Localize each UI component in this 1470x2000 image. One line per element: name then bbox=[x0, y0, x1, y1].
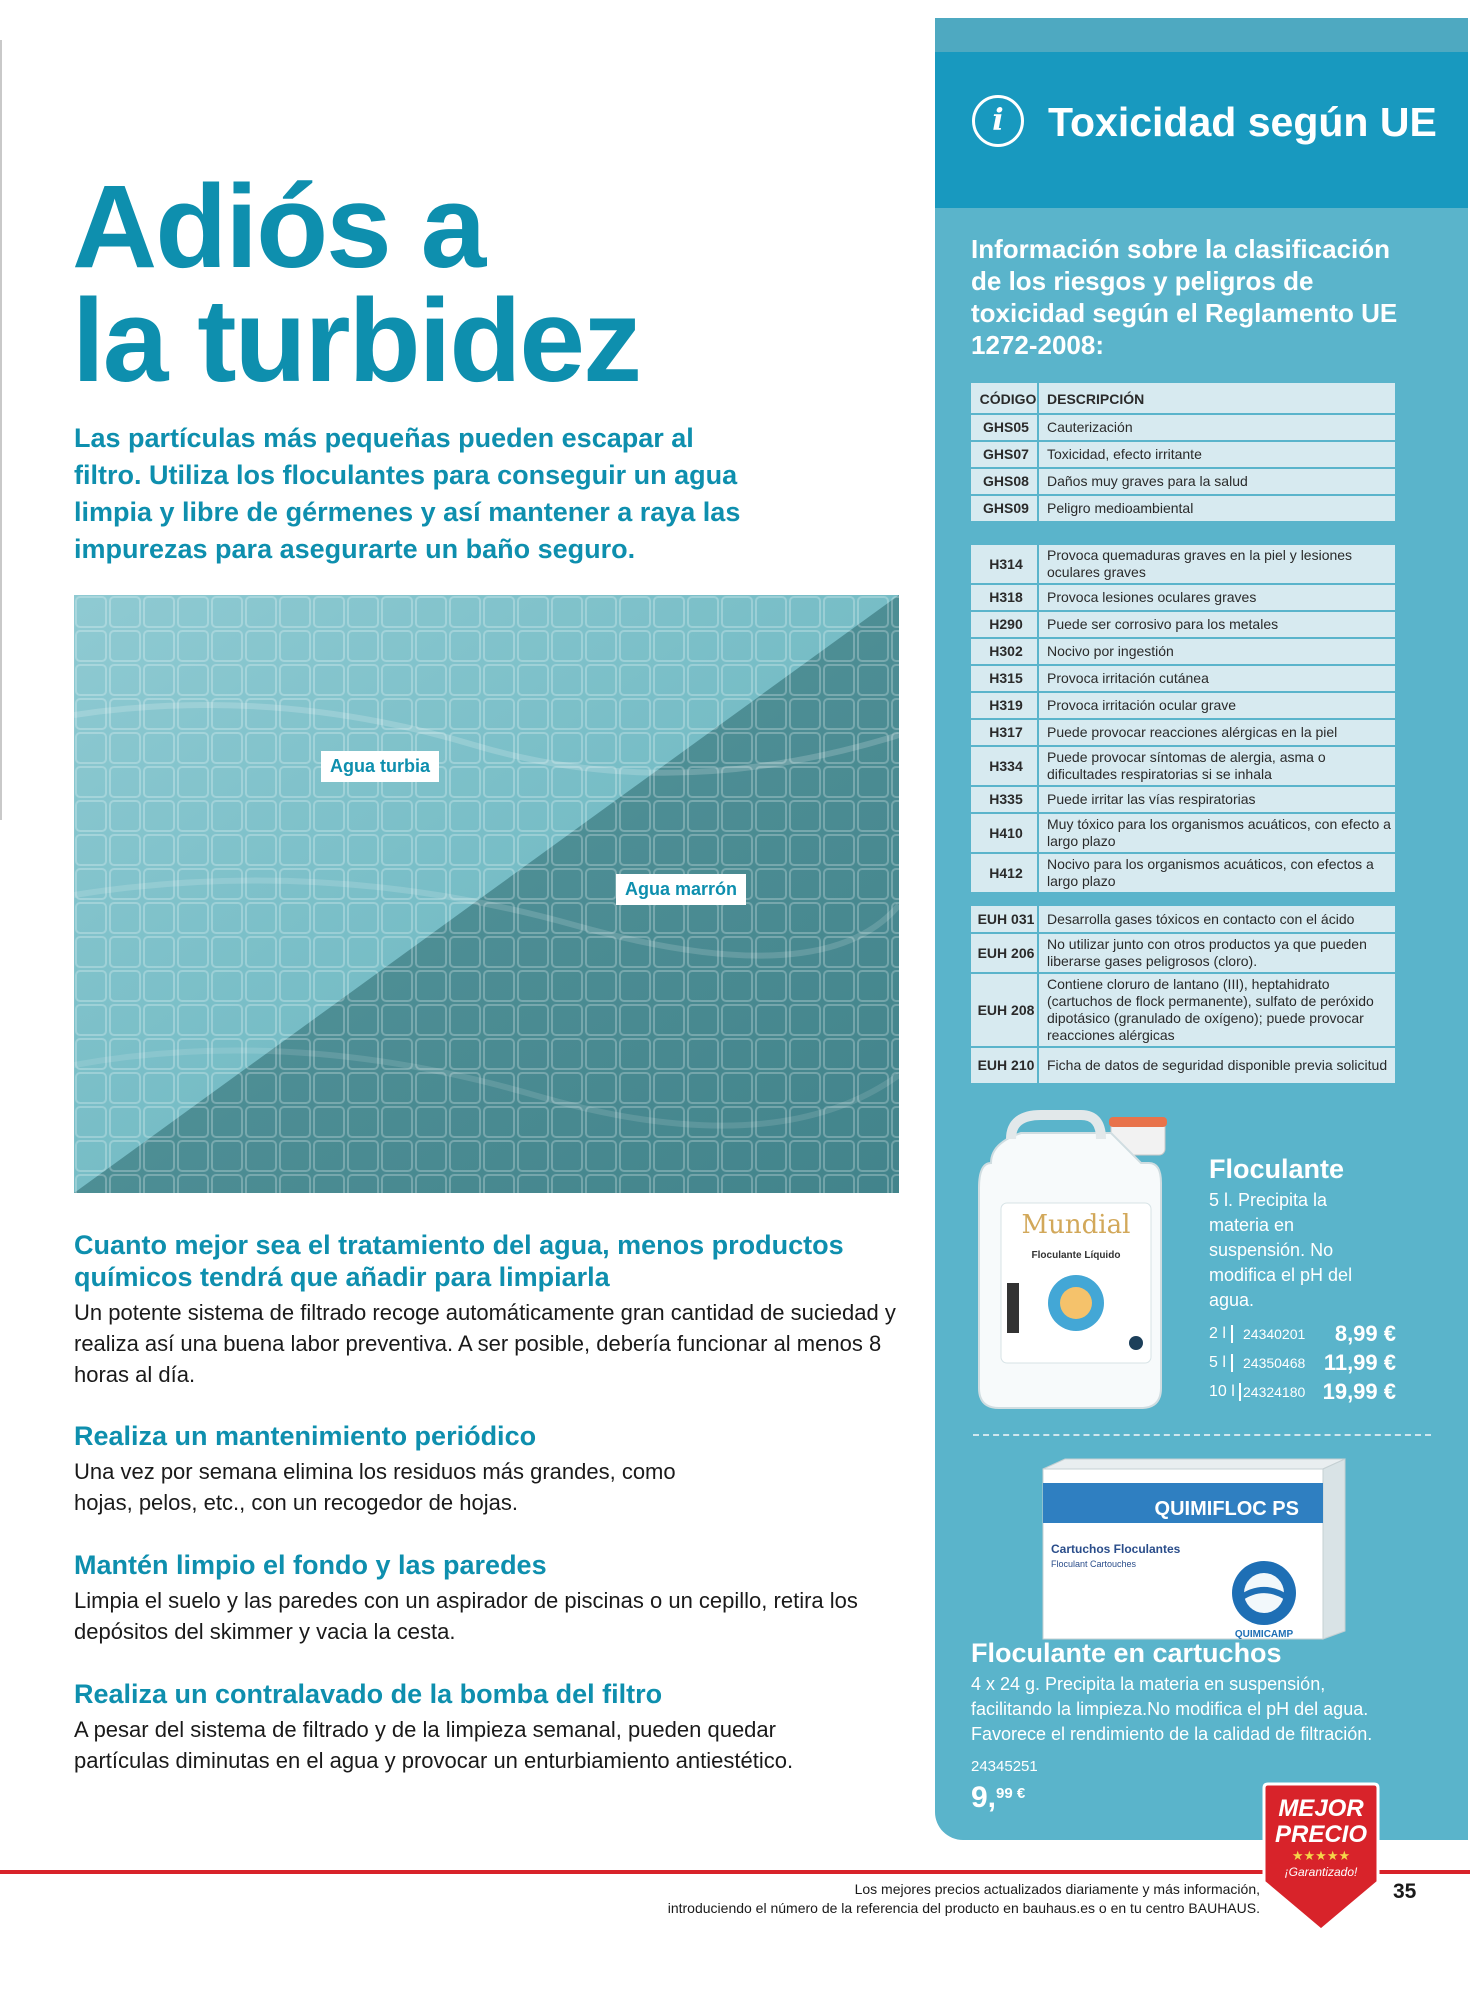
section-title: Realiza un contralavado de la bomba del filtro bbox=[74, 1679, 663, 1709]
table-row bbox=[971, 665, 1395, 692]
row-code: EUH 206 bbox=[971, 933, 1038, 973]
row-code: EUH 210 bbox=[971, 1047, 1038, 1084]
mejor-precio-badge bbox=[1262, 1782, 1380, 1937]
section-text: Una vez por semana elimina los residuos más grandes, como hojas, pelos, etc., con un recogedor de hojas. bbox=[74, 1459, 676, 1515]
product2-description: 4 x 24 g. Precipita la materia en suspensión, facilitando la limpieza.No modifica el pH del agua. Favorece el rendimiento de la calidad de filtración. bbox=[971, 1674, 1373, 1744]
section-text: A pesar del sistema de filtrado y de la limpieza semanal, pueden quedar partículas diminutas en el agua y provocar un enturbiamiento antiestético. bbox=[74, 1717, 794, 1773]
price-value: 19,99 € bbox=[1322, 1379, 1396, 1404]
row-code: GHS09 bbox=[971, 495, 1038, 522]
section-title: Mantén limpio el fondo y las paredes bbox=[74, 1550, 547, 1580]
table-row bbox=[971, 786, 1395, 813]
price-size: 2 l bbox=[1209, 1325, 1226, 1342]
row-desc: Desarrolla gases tóxicos en contacto con el ácido bbox=[1038, 906, 1395, 933]
section-contralavado bbox=[74, 1678, 914, 1776]
price-row bbox=[1209, 1349, 1396, 1377]
table-row bbox=[971, 933, 1395, 973]
row-code: H302 bbox=[971, 638, 1038, 665]
table-row bbox=[971, 746, 1395, 786]
row-desc: Provoca quemaduras graves en la piel y lesiones oculares graves bbox=[1038, 545, 1395, 584]
euh-table bbox=[971, 906, 1395, 1085]
product2-reference: 24345251 bbox=[971, 1758, 1038, 1775]
table-row bbox=[971, 813, 1395, 853]
row-desc: Contiene cloruro de lantano (III), heptahidrato (cartuchos de flock permanente), sulfato de peróxido dipotásico (granulado de oxígeno); puede provocar reacciones alérgicas bbox=[1038, 973, 1395, 1047]
row-desc: Puede provocar síntomas de alergia, asma o dificultades respiratorias si se inhala bbox=[1038, 746, 1395, 786]
toxicity-panel bbox=[935, 18, 1468, 1840]
section-title: Realiza un mantenimiento periódico bbox=[74, 1421, 537, 1451]
table-row bbox=[971, 414, 1395, 441]
row-desc: No utilizar junto con otros productos ya que pueden liberarse gases peligrosos (cloro). bbox=[1038, 933, 1395, 973]
row-code: H334 bbox=[971, 746, 1038, 786]
table-row bbox=[971, 545, 1395, 584]
row-desc: Ficha de datos de seguridad disponible previa solicitud bbox=[1038, 1047, 1395, 1084]
price-value: 11,99 € bbox=[1323, 1350, 1396, 1375]
box-brand: QUIMIFLOC PS bbox=[1154, 1498, 1299, 1520]
table-row bbox=[971, 973, 1395, 1047]
panel-title: Toxicidad según UE bbox=[1048, 99, 1437, 145]
row-desc: Daños muy graves para la salud bbox=[1038, 468, 1395, 495]
price-reference: 24350468 bbox=[1243, 1355, 1306, 1371]
product2-price-int: 9, bbox=[971, 1781, 997, 1814]
page-number: 35 bbox=[1393, 1880, 1417, 1903]
bottle-illustration bbox=[971, 1103, 1171, 1413]
row-code: EUH 208 bbox=[971, 973, 1038, 1047]
euh-rows bbox=[971, 906, 1395, 1084]
table-row bbox=[971, 692, 1395, 719]
h-table bbox=[971, 545, 1395, 894]
table-row bbox=[971, 1047, 1395, 1084]
row-desc: Peligro medioambiental bbox=[1038, 495, 1395, 522]
ghs-rows bbox=[971, 414, 1395, 522]
price-reference: 24340201 bbox=[1243, 1326, 1306, 1342]
price-size: 10 l bbox=[1209, 1383, 1235, 1400]
box-illustration bbox=[1039, 1453, 1349, 1653]
row-desc: Puede irritar las vías respiratorias bbox=[1038, 786, 1395, 813]
row-desc: Nocivo por ingestión bbox=[1038, 638, 1395, 665]
price-row bbox=[1209, 1320, 1396, 1348]
badge-stars: ★★★★★ bbox=[1291, 1849, 1351, 1864]
row-desc: Provoca irritación ocular grave bbox=[1038, 692, 1395, 719]
price-row bbox=[1209, 1378, 1396, 1406]
badge-line-3: ¡Garantizado! bbox=[1284, 1865, 1358, 1879]
info-icon: i bbox=[972, 95, 1024, 147]
table-row bbox=[971, 441, 1395, 468]
table-row bbox=[971, 468, 1395, 495]
row-desc: Nocivo para los organismos acuáticos, con efectos a largo plazo bbox=[1038, 853, 1395, 893]
box-logo: QUIMICAMP bbox=[1234, 1629, 1294, 1640]
price-reference: 24324180 bbox=[1243, 1384, 1306, 1400]
row-code: H318 bbox=[971, 584, 1038, 611]
box-label: Cartuchos Floculantes bbox=[1051, 1542, 1181, 1556]
row-desc: Muy tóxico para los organismos acuáticos, con efecto a largo plazo bbox=[1038, 813, 1395, 853]
box-sublabel: Floculant Cartouches bbox=[1051, 1559, 1137, 1569]
row-code: EUH 031 bbox=[971, 906, 1038, 933]
badge-line-2: PRECIO bbox=[1274, 1821, 1368, 1848]
label-agua-turbia: Agua turbia bbox=[321, 751, 439, 782]
page-headline bbox=[72, 161, 832, 407]
label-agua-marron: Agua marrón bbox=[616, 874, 746, 905]
table-row bbox=[971, 638, 1395, 665]
price-divider bbox=[1231, 1354, 1233, 1372]
section-text: Un potente sistema de filtrado recoge automáticamente gran cantidad de suciedad y realiza así una buena labor preventiva. A ser posible, debería funcionar al menos 8 horas al día. bbox=[74, 1300, 896, 1387]
panel-divider bbox=[973, 1434, 1431, 1436]
row-code: H335 bbox=[971, 786, 1038, 813]
quimifloc-box-image bbox=[1039, 1453, 1349, 1658]
bottle-label: Floculante Líquido bbox=[1031, 1250, 1121, 1261]
section-title: Cuanto mejor sea el tratamiento del agua, menos productos químicos tendrá que añadir para limpiarla bbox=[74, 1230, 844, 1292]
row-code: H290 bbox=[971, 611, 1038, 638]
row-desc: Puede ser corrosivo para los metales bbox=[1038, 611, 1395, 638]
price-value: 8,99 € bbox=[1334, 1321, 1396, 1346]
row-desc: Cauterización bbox=[1038, 414, 1395, 441]
row-desc: Provoca lesiones oculares graves bbox=[1038, 584, 1395, 611]
product1-title: Floculante bbox=[1209, 1154, 1345, 1184]
row-code: H317 bbox=[971, 719, 1038, 746]
row-code: H314 bbox=[971, 545, 1038, 584]
panel-top-band bbox=[935, 18, 1468, 52]
product2-price bbox=[971, 1781, 1025, 1815]
headline-line-2: la turbidez bbox=[72, 275, 641, 407]
table-row bbox=[971, 495, 1395, 522]
row-code: GHS05 bbox=[971, 414, 1038, 441]
row-code: H412 bbox=[971, 853, 1038, 893]
table-header-row bbox=[971, 383, 1395, 414]
product2-price-dec: 99 € bbox=[996, 1785, 1026, 1802]
product1-description: 5 l. Precipita la materia en suspensión. No modifica el pH del agua. bbox=[1209, 1190, 1353, 1310]
footer-red-line bbox=[0, 1870, 1470, 1874]
bottle-brand: Mundial bbox=[1021, 1210, 1131, 1240]
ghs-table bbox=[971, 383, 1395, 523]
row-code: H410 bbox=[971, 813, 1038, 853]
page-edge-rule bbox=[0, 40, 2, 820]
intro-text: Las partículas más pequeñas pueden escapar al filtro. Utiliza los floculantes para conseguir un agua limpia y libre de gérmenes y así mantener a raya las impurezas para asegurarte un baño seguro. bbox=[74, 423, 741, 564]
section-text: Limpia el suelo y las paredes con un aspirador de piscinas o un cepillo, retira los depósitos del skimmer y vacia la cesta. bbox=[74, 1588, 858, 1644]
h-rows bbox=[971, 545, 1395, 893]
badge-shape bbox=[1262, 1782, 1380, 1932]
row-code: H315 bbox=[971, 665, 1038, 692]
section-tratamiento bbox=[74, 1229, 914, 1390]
price-divider bbox=[1239, 1383, 1241, 1401]
section-mantenimiento bbox=[74, 1420, 914, 1518]
panel-subtitle: Información sobre la clasificación de los riesgos y peligros de toxicidad según el Reglamento UE 1272-2008: bbox=[971, 234, 1398, 360]
table-row bbox=[971, 906, 1395, 933]
table-row bbox=[971, 719, 1395, 746]
badge-line-1: MEJOR bbox=[1278, 1795, 1364, 1822]
headline-line-1: Adiós a bbox=[72, 161, 485, 293]
row-desc: Provoca irritación cutánea bbox=[1038, 665, 1395, 692]
footer-line-2: introduciendo el número de la referencia del producto en bauhaus.es o en tu centro BAUHAUS. bbox=[667, 1900, 1260, 1916]
header-desc: DESCRIPCIÓN bbox=[1038, 383, 1395, 414]
product2-title: Floculante en cartuchos bbox=[971, 1638, 1282, 1668]
row-desc: Toxicidad, efecto irritante bbox=[1038, 441, 1395, 468]
footer-line-1: Los mejores precios actualizados diariamente y más información, bbox=[854, 1881, 1260, 1897]
pool-tiles-illustration bbox=[74, 595, 899, 1193]
row-code: GHS07 bbox=[971, 441, 1038, 468]
section-fondo-paredes bbox=[74, 1549, 914, 1647]
row-desc: Puede provocar reacciones alérgicas en la piel bbox=[1038, 719, 1395, 746]
row-code: GHS08 bbox=[971, 468, 1038, 495]
pool-water-photo bbox=[74, 595, 899, 1193]
table-row bbox=[971, 853, 1395, 893]
row-code: H319 bbox=[971, 692, 1038, 719]
price-size: 5 l bbox=[1209, 1354, 1226, 1371]
floculante-bottle-image bbox=[971, 1103, 1171, 1418]
header-code: CÓDIGO bbox=[971, 383, 1038, 414]
price-divider bbox=[1231, 1325, 1233, 1343]
table-row bbox=[971, 611, 1395, 638]
footer-note bbox=[600, 1880, 1260, 1918]
table-row bbox=[971, 584, 1395, 611]
